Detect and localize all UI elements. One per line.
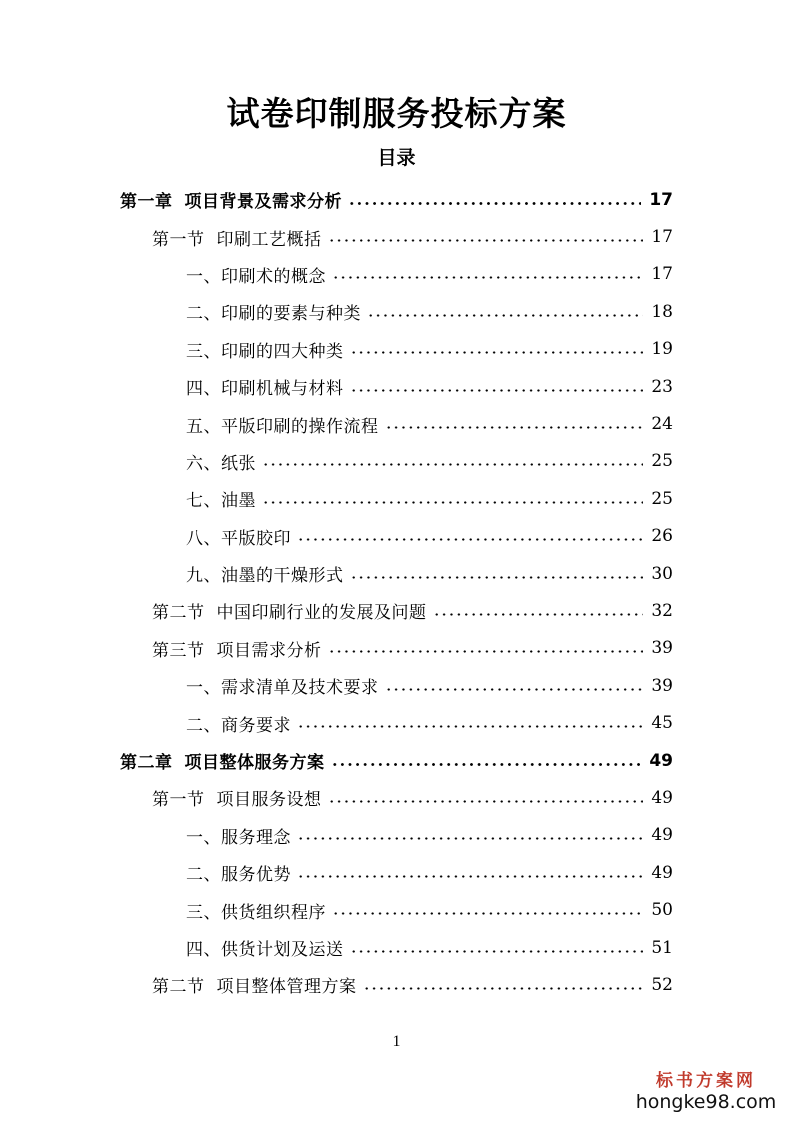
toc-entry-prefix: 第一节 [152, 229, 205, 250]
toc-page-number: 52 [651, 974, 673, 995]
toc-entry-title: 服务优势 [221, 865, 291, 886]
toc-entry-text [152, 225, 322, 250]
toc-entry-text [186, 374, 344, 399]
toc-entry-title: 项目需求分析 [216, 640, 322, 661]
toc-entry[interactable] [0, 555, 673, 592]
toc-entry-title: 印刷机械与材料 [221, 379, 344, 400]
toc-page-number: 39 [651, 638, 673, 659]
toc-entry-title: 项目整体服务方案 [184, 753, 325, 774]
toc-entry-text [186, 337, 344, 362]
toc-entry-title: 服务理念 [221, 827, 291, 848]
toc-entry-text [186, 561, 344, 586]
table-of-contents [0, 181, 793, 1004]
toc-entry[interactable] [0, 368, 673, 405]
toc-entry-text [186, 262, 326, 287]
toc-dot-leader [262, 453, 643, 470]
document-title: 试卷印制服务投标方案 [226, 94, 567, 133]
toc-dot-leader [297, 827, 643, 844]
toc-entry-title: 油墨的干燥形式 [221, 566, 344, 587]
toc-heading: 目录 [377, 147, 416, 169]
toc-entry[interactable] [0, 742, 673, 779]
toc-dot-leader [332, 902, 643, 919]
toc-entry-text [186, 449, 256, 474]
toc-page-number: 24 [651, 414, 673, 435]
toc-entry-prefix: 八、 [186, 528, 221, 549]
toc-entry-prefix: 第二章 [120, 753, 173, 774]
toc-entry[interactable] [0, 966, 673, 1003]
toc-dot-leader [297, 528, 643, 545]
toc-entry-prefix: 九、 [186, 566, 221, 587]
toc-entry-title: 印刷工艺概括 [216, 229, 322, 250]
toc-entry[interactable] [0, 854, 673, 891]
toc-dot-leader [297, 864, 643, 881]
toc-entry-title: 中国印刷行业的发展及问题 [216, 603, 427, 624]
toc-page-number: 25 [651, 488, 673, 509]
toc-dot-leader [331, 752, 642, 769]
toc-page-number: 49 [651, 862, 673, 883]
toc-entry-prefix: 三、 [186, 341, 221, 362]
toc-entry-title: 供货计划及运送 [221, 940, 344, 960]
toc-entry-prefix: 二、 [186, 715, 221, 736]
toc-entry[interactable] [0, 667, 673, 704]
toc-page-number: 32 [651, 600, 673, 621]
toc-entry[interactable] [0, 817, 673, 854]
toc-page-number: 45 [651, 713, 673, 734]
toc-entry-text [186, 711, 291, 736]
toc-entry-text [186, 673, 379, 698]
toc-page-number: 23 [651, 376, 673, 397]
toc-entry-title: 平版胶印 [221, 528, 291, 549]
toc-entry-text [186, 935, 344, 960]
page-number: 1 [392, 1033, 401, 1050]
toc-dot-leader [367, 303, 643, 320]
toc-dot-leader [385, 677, 644, 694]
toc-dot-leader [348, 191, 641, 208]
toc-entry[interactable] [0, 704, 673, 741]
toc-entry-title: 商务要求 [221, 715, 291, 736]
toc-page-number: 50 [651, 900, 673, 921]
toc-entry-title: 供货组织程序 [221, 902, 326, 923]
toc-dot-leader [363, 976, 644, 993]
toc-entry-title: 油墨 [221, 491, 256, 512]
toc-page-number: 17 [649, 189, 673, 210]
toc-dot-leader [433, 602, 644, 619]
toc-entry-prefix: 一、 [186, 827, 221, 848]
toc-entry[interactable] [0, 293, 673, 330]
toc-page-number: 19 [651, 339, 673, 360]
toc-dot-leader [350, 565, 644, 582]
toc-page-number: 30 [651, 563, 673, 584]
toc-entry-prefix: 一、 [186, 678, 221, 699]
toc-entry-prefix: 第一节 [152, 790, 205, 811]
toc-entry-prefix: 第一章 [120, 192, 173, 213]
toc-dot-leader [350, 378, 644, 395]
toc-entry[interactable] [0, 218, 673, 255]
toc-page-number: 26 [651, 526, 673, 547]
toc-entry-title: 项目背景及需求分析 [184, 192, 342, 213]
toc-entry-title: 项目整体管理方案 [216, 977, 357, 998]
toc-entry-title: 需求清单及技术要求 [221, 678, 379, 699]
toc-entry-title: 平版印刷的操作流程 [221, 416, 379, 437]
toc-entry[interactable] [0, 592, 673, 629]
toc-entry-prefix: 第三节 [152, 640, 205, 661]
toc-entry-text [186, 412, 379, 437]
toc-entry-prefix: 三、 [186, 902, 221, 923]
toc-dot-leader [328, 789, 644, 806]
toc-entry-title: 印刷术的概念 [221, 266, 326, 287]
toc-entry-prefix: 一、 [186, 266, 221, 287]
toc-entry-prefix: 七、 [186, 491, 221, 512]
toc-dot-leader [328, 229, 644, 246]
toc-entry[interactable] [0, 480, 673, 517]
toc-entry-text [120, 748, 325, 773]
toc-dot-leader [350, 939, 644, 956]
toc-dot-leader [328, 640, 644, 657]
watermark-logo [631, 1073, 781, 1112]
toc-entry[interactable] [0, 891, 673, 928]
toc-entry-text [186, 299, 361, 324]
toc-entry-text [120, 187, 342, 212]
toc-dot-leader [332, 266, 643, 283]
toc-entry-text [152, 636, 322, 661]
toc-entry-prefix: 第二节 [152, 977, 205, 998]
toc-page-number: 25 [651, 451, 673, 472]
toc-entry[interactable] [0, 256, 673, 293]
toc-entry-title: 纸张 [221, 453, 256, 474]
toc-entry-text [152, 785, 322, 810]
toc-entry-prefix: 第二节 [152, 603, 205, 624]
toc-entry[interactable] [0, 181, 673, 218]
toc-entry-text [152, 972, 357, 997]
toc-entry-title: 印刷的四大种类 [221, 341, 344, 362]
toc-entry-title: 项目服务设想 [216, 790, 322, 811]
toc-entry-prefix: 四、 [186, 379, 221, 400]
toc-dot-leader [350, 341, 644, 358]
toc-page-number: 49 [649, 750, 673, 771]
toc-entry[interactable] [0, 929, 673, 966]
toc-entry-prefix: 四、 [186, 940, 221, 960]
toc-entry[interactable] [0, 779, 673, 816]
toc-entry-text [152, 598, 427, 623]
watermark-name: 标书方案网 [656, 1071, 756, 1091]
toc-entry-prefix: 二、 [186, 865, 221, 886]
toc-entry[interactable] [0, 518, 673, 555]
toc-page-number: 49 [651, 825, 673, 846]
toc-entry-prefix: 二、 [186, 304, 221, 325]
toc-page-number: 17 [651, 227, 673, 248]
toc-page-number: 18 [651, 301, 673, 322]
toc-entry-text [186, 898, 326, 923]
toc-entry-prefix: 五、 [186, 416, 221, 437]
toc-entry-text [186, 524, 291, 549]
toc-dot-leader [297, 715, 643, 732]
toc-entry-prefix: 六、 [186, 453, 221, 474]
toc-entry-text [186, 823, 291, 848]
toc-page-number: 49 [651, 787, 673, 808]
toc-page-number: 39 [651, 675, 673, 696]
toc-entry[interactable] [0, 630, 673, 667]
toc-entry-title: 印刷的要素与种类 [221, 304, 361, 325]
toc-entry[interactable] [0, 331, 673, 368]
toc-entry-text [186, 860, 291, 885]
toc-page-number: 17 [651, 264, 673, 285]
toc-dot-leader [262, 490, 643, 507]
toc-dot-leader [385, 416, 644, 433]
toc-page-number: 51 [651, 937, 673, 958]
toc-entry[interactable] [0, 405, 673, 442]
toc-entry[interactable] [0, 443, 673, 480]
toc-entry-text [186, 486, 256, 511]
watermark-url: hongke98.com [635, 1091, 777, 1113]
